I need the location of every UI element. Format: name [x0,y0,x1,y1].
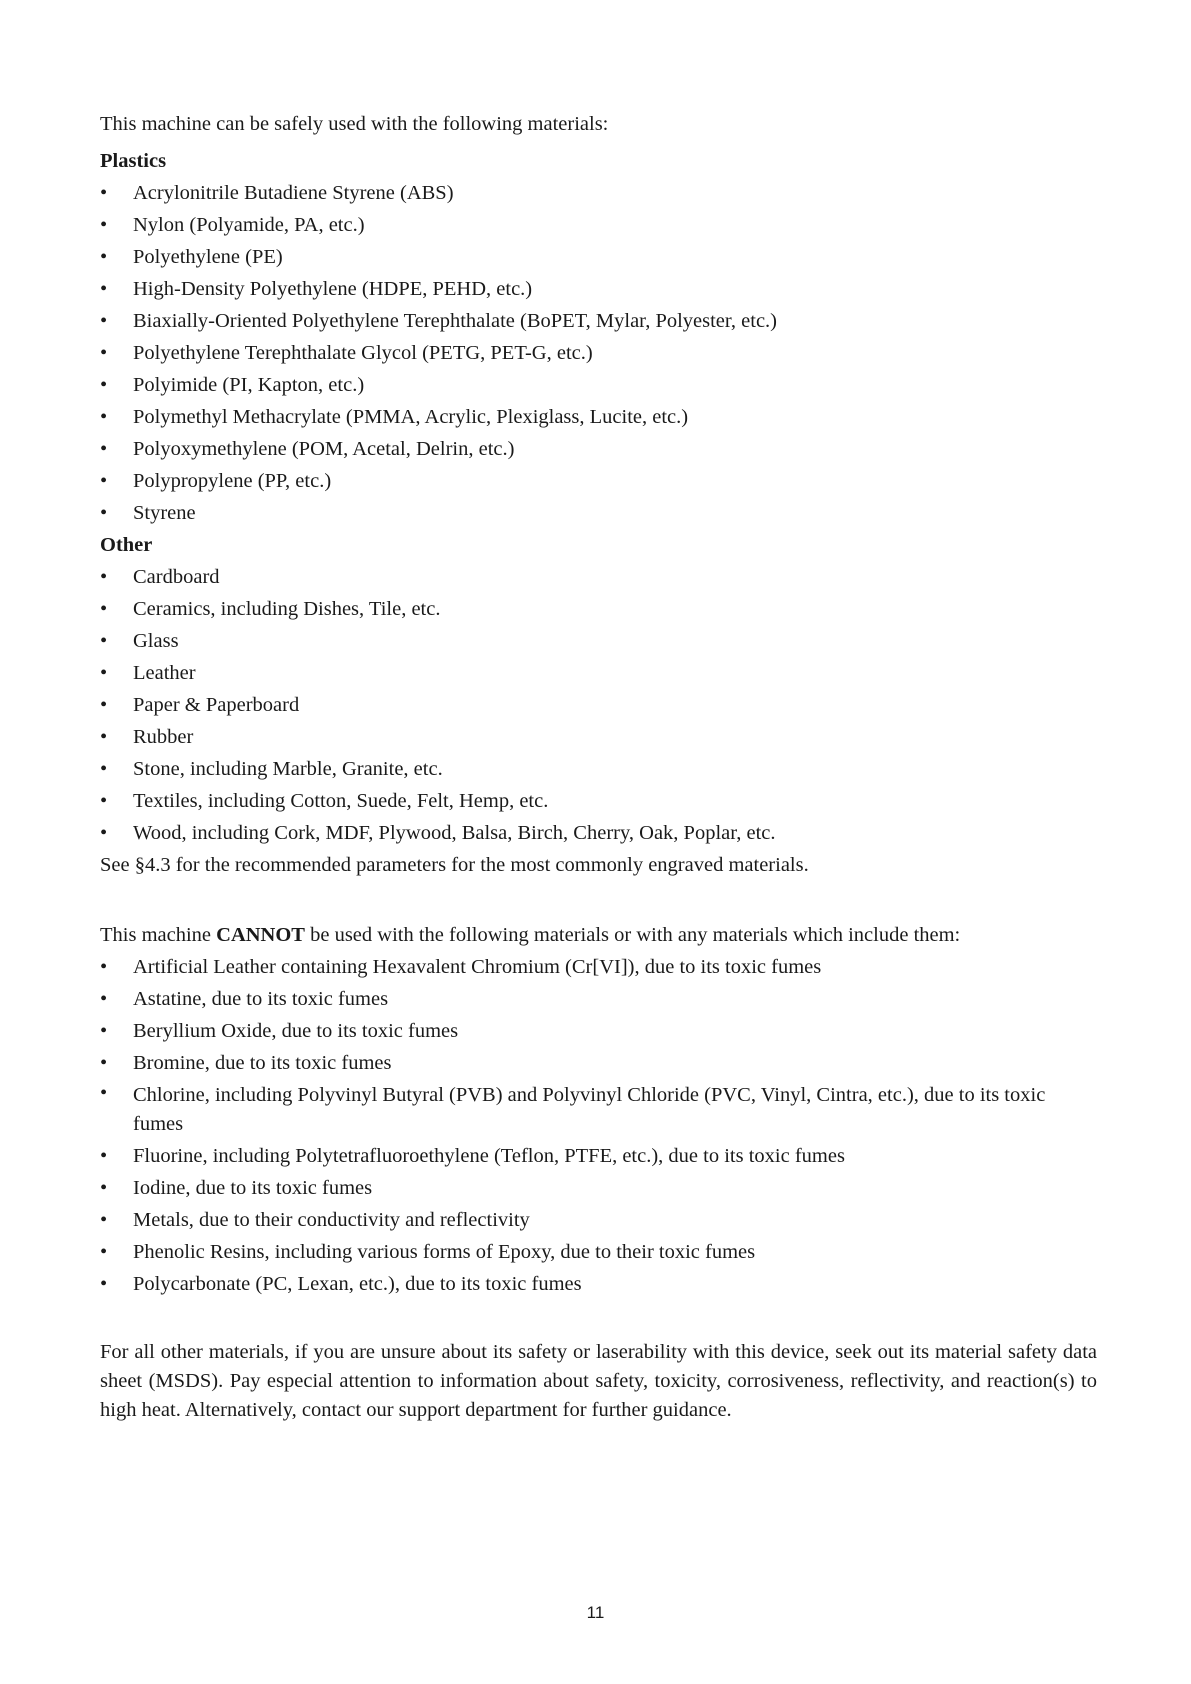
bullet-icon: • [100,1209,108,1231]
prohibited-material-item-text: Beryllium Oxide, due to its toxic fumes [133,1020,459,1042]
other-material-item-text: Paper & Paperboard [133,694,300,716]
other-material-item [100,689,1097,721]
other-material-item [100,817,1097,849]
prohibited-material-item [100,951,1097,983]
plastic-item-text: Acrylonitrile Butadiene Styrene (ABS) [133,182,454,204]
prohibited-material-item [100,1140,1097,1172]
other-material-item [100,625,1097,657]
plastic-item [100,337,1097,369]
plastic-item [100,177,1097,209]
bullet-icon: • [100,246,108,268]
cannot-emphasis: CANNOT [216,924,305,946]
bullet-icon: • [100,726,108,748]
prohibited-material-item [100,1268,1097,1300]
prohibited-material-item [100,1047,1097,1079]
bullet-icon: • [100,1241,108,1263]
bullet-icon: • [100,406,108,428]
plastic-item [100,209,1097,241]
plastic-item-text: Polyethylene Terephthalate Glycol (PETG, PET-G, etc.) [133,342,593,364]
other-material-item [100,561,1097,593]
plastic-item [100,369,1097,401]
plastic-item-text: Polyimide (PI, Kapton, etc.) [133,374,365,396]
bullet-icon: • [100,310,108,332]
prohibited-material-item-text: Phenolic Resins, including various forms of Epoxy, due to their toxic fumes [133,1241,756,1263]
bullet-icon: • [100,182,108,204]
bullet-icon: • [100,214,108,236]
bullet-icon: • [100,278,108,300]
prohibited-material-item-text: Astatine, due to its toxic fumes [133,988,389,1010]
bullet-icon: • [100,502,108,524]
plastic-item [100,465,1097,497]
plastic-item [100,241,1097,273]
plastic-item-text: Polyethylene (PE) [133,246,283,268]
bullet-icon: • [100,1052,108,1074]
prohibited-material-item-text: Artificial Leather containing Hexavalent Chromium (Cr[VI]), due to its toxic fumes [133,956,822,978]
plastic-item-text: High-Density Polyethylene (HDPE, PEHD, etc.) [133,278,533,300]
plastic-item-text: Biaxially-Oriented Polyethylene Terephthalate (BoPET, Mylar, Polyester, etc.) [133,310,778,332]
cannot-materials-intro [100,919,1097,951]
bullet-icon: • [100,1177,108,1199]
bullet-icon: • [100,956,108,978]
other-material-item [100,785,1097,817]
other-materials-list [100,561,1097,849]
safe-materials-intro: This machine can be safely used with the following materials: [100,113,609,135]
bullet-icon: • [100,694,108,716]
closing-paragraph: For all other materials, if you are unsure about its safety or laserability with this device, seek out its material safety data sheet (MSDS). Pay especial attention to information about safety, toxicity, corrosiveness, reflectivity, and reaction(s) to high heat. Alternatively, contact our support department for further guidance. [100,1341,1097,1421]
bullet-icon: • [100,438,108,460]
other-material-item [100,753,1097,785]
bullet-icon: • [100,374,108,396]
prohibited-materials-list [100,951,1097,1300]
other-material-item [100,721,1097,753]
other-material-item [100,593,1097,625]
prohibited-material-item [100,1079,1097,1140]
prohibited-material-item [100,1236,1097,1268]
prohibited-material-item-text: Chlorine, including Polyvinyl Butyral (PVB) and Polyvinyl Chloride (PVC, Vinyl, Cintra, etc.), due to its toxic fumes [133,1084,1046,1135]
other-material-item-text: Cardboard [133,566,220,588]
bullet-icon: • [100,566,108,588]
bullet-icon: • [100,342,108,364]
plastic-item [100,497,1097,529]
bullet-icon: • [100,822,108,844]
plastics-list [100,177,1097,529]
plastic-item [100,273,1097,305]
other-heading: Other [100,534,153,556]
document-page [100,108,1097,1425]
other-material-item [100,657,1097,689]
plastic-item [100,305,1097,337]
bullet-icon: • [100,1020,108,1042]
other-material-item-text: Wood, including Cork, MDF, Plywood, Balsa, Birch, Cherry, Oak, Poplar, etc. [133,822,776,844]
bullet-icon: • [100,988,108,1010]
bullet-icon: • [100,758,108,780]
bullet-icon: • [100,598,108,620]
other-material-item-text: Leather [133,662,196,684]
other-material-item-text: Ceramics, including Dishes, Tile, etc. [133,598,441,620]
prohibited-material-item-text: Fluorine, including Polytetrafluoroethylene (Teflon, PTFE, etc.), due to its toxic fumes [133,1145,845,1167]
see-section-note: See §4.3 for the recommended parameters for the most commonly engraved materials. [100,854,809,876]
cannot-intro-start: This machine [100,924,217,946]
bullet-icon: • [100,662,108,684]
plastic-item-text: Polyoxymethylene (POM, Acetal, Delrin, etc.) [133,438,515,460]
prohibited-material-item-text: Bromine, due to its toxic fumes [133,1052,392,1074]
prohibited-material-item-text: Iodine, due to its toxic fumes [133,1177,373,1199]
plastic-item-text: Polymethyl Methacrylate (PMMA, Acrylic, Plexiglass, Lucite, etc.) [133,406,689,428]
other-material-item-text: Stone, including Marble, Granite, etc. [133,758,443,780]
other-material-item-text: Glass [133,630,179,652]
bullet-icon: • [100,1273,108,1295]
prohibited-material-item-text: Metals, due to their conductivity and reflectivity [133,1209,530,1231]
prohibited-material-item-text: Polycarbonate (PC, Lexan, etc.), due to its toxic fumes [133,1273,582,1295]
prohibited-material-item [100,1204,1097,1236]
bullet-icon: • [100,1082,108,1104]
plastic-item-text: Polypropylene (PP, etc.) [133,470,332,492]
plastic-item-text: Styrene [133,502,196,524]
bullet-icon: • [100,790,108,812]
page-number: 11 [586,1603,605,1622]
plastics-heading: Plastics [100,150,167,172]
other-material-item-text: Textiles, including Cotton, Suede, Felt, Hemp, etc. [133,790,549,812]
other-material-item-text: Rubber [133,726,194,748]
plastic-item [100,401,1097,433]
prohibited-material-item [100,1015,1097,1047]
prohibited-material-item [100,983,1097,1015]
bullet-icon: • [100,630,108,652]
cannot-intro-end: be used with the following materials or with any materials which include them: [304,924,961,946]
prohibited-material-item [100,1172,1097,1204]
bullet-icon: • [100,1145,108,1167]
plastic-item [100,433,1097,465]
bullet-icon: • [100,470,108,492]
plastic-item-text: Nylon (Polyamide, PA, etc.) [133,214,365,236]
